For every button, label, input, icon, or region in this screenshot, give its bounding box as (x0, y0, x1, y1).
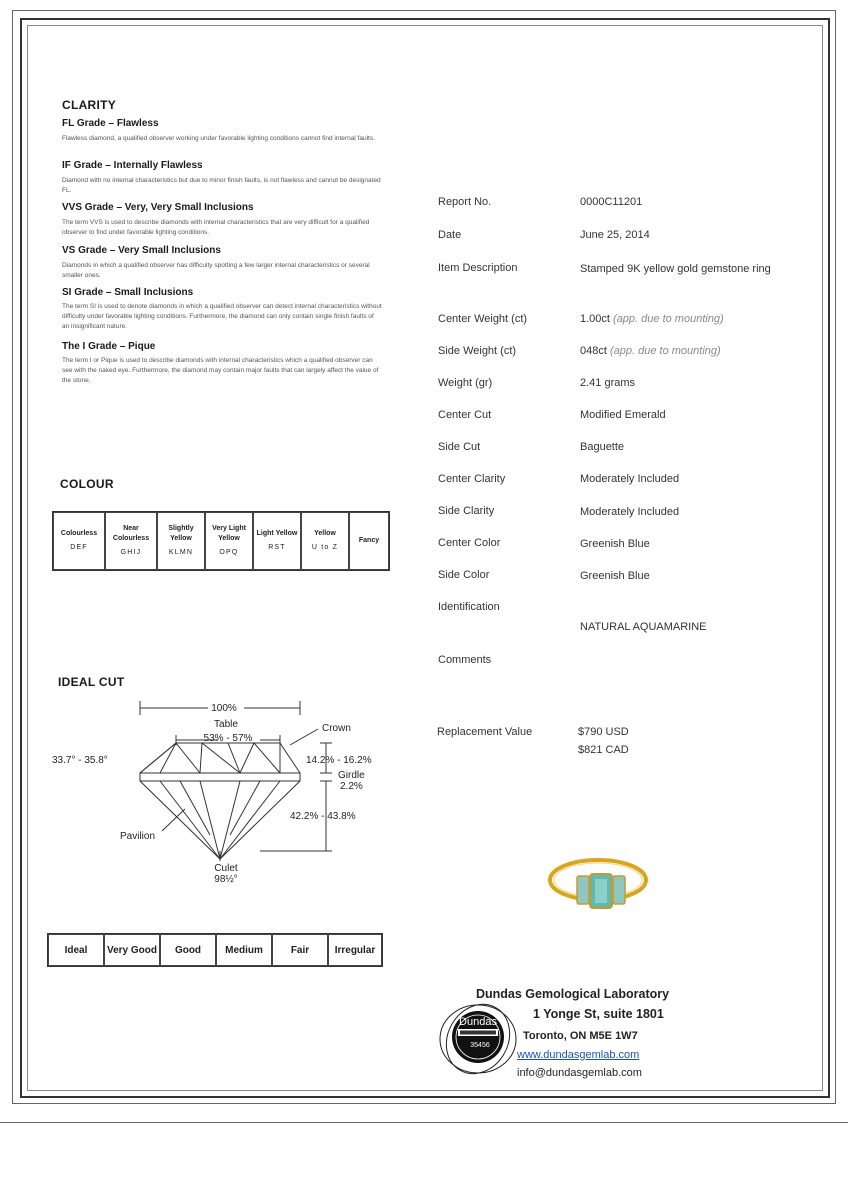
cut-crown-angle: 33.7° - 35.8° (52, 755, 108, 766)
grade-if-desc: Diamond with no internal characteristics but due to minor finish faults, is not flawless and cannot be designated FL. (62, 177, 381, 194)
diamond-cut-diagram (50, 695, 390, 885)
colour-cell-fancy: Fancy (349, 512, 389, 570)
grade-i-title: The I Grade – Pique (62, 341, 156, 352)
replacement-value-label: Replacement Value (437, 726, 533, 738)
item-description-value: Stamped 9K yellow gold gemstone ring (580, 263, 771, 275)
cut-pavilion-depth: 42.2% - 43.8% (290, 811, 356, 822)
cut-girdle-pct: 2.2% (340, 781, 363, 792)
lab-seal-logo (436, 995, 520, 1079)
center-cut-label: Center Cut (438, 409, 492, 421)
grade-fl-title: FL Grade – Flawless (62, 118, 159, 129)
side-weight-value: 048ct (app. due to mounting) (580, 345, 721, 357)
lab-website-link[interactable]: www.dundasgemlab.com (517, 1049, 640, 1061)
date-label: Date (438, 229, 462, 241)
cut-table-range: 53% - 57% (203, 733, 253, 744)
cut-culet-pct: 98½° (214, 874, 238, 885)
side-clarity-label: Side Clarity (438, 505, 495, 517)
seal-number: 35456 (470, 1042, 490, 1049)
cut-grade-fair: Fair (272, 934, 328, 966)
cut-grade-medium: Medium (216, 934, 272, 966)
grade-vs-desc: Diamonds in which a qualified observer has difficulty spotting a few larger internal characteristics or several smaller ones. (62, 262, 370, 279)
cut-grade-very-good: Very Good (104, 934, 160, 966)
comments-label: Comments (438, 654, 492, 666)
cut-crown-label: Crown (322, 723, 351, 734)
side-clarity-value: Moderately Included (580, 506, 680, 518)
cut-width-label: 100% (211, 703, 237, 714)
cut-crown-height: 14.2% - 16.2% (306, 755, 372, 766)
center-clarity-value: Moderately Included (580, 473, 680, 485)
grade-vs-title: VS Grade – Very Small Inclusions (62, 245, 221, 256)
lab-address-line2: Toronto, ON M5E 1W7 (523, 1030, 638, 1042)
grade-si-title: SI Grade – Small Inclusions (62, 287, 194, 298)
center-clarity-label: Center Clarity (438, 473, 506, 485)
bottom-rule (0, 1122, 848, 1123)
weight-value: 2.41 grams (580, 377, 636, 389)
colour-cell-near-colourless: Near Colourless GHIJ (105, 512, 157, 570)
center-weight-label: Center Weight (ct) (438, 313, 528, 325)
center-weight-note: (app. due to mounting) (613, 313, 724, 325)
grade-i-desc: The term I or Pique is used to describe diamonds with internal characteristics which a qualified observer can see with the naked eye. Furthermore, the diamond may contain major faults that can largely affect the value of the stone. (62, 357, 379, 384)
seal-text: Dundas (459, 1016, 497, 1028)
cut-grade-irregular: Irregular (328, 934, 382, 966)
colour-scale-table (52, 511, 390, 571)
grade-si-desc: The term SI is used to denote diamonds in which a qualified observer can detect internal characteristics without difficulty under favorable lighting conditions. Furthermore, the diamond can only contain single finish faults of an insignificant nature. (62, 303, 382, 330)
side-stone-right (613, 876, 625, 904)
side-cut-label: Side Cut (438, 441, 481, 453)
cut-culet-label: Culet (214, 863, 238, 874)
replacement-value-usd: $790 USD (578, 726, 629, 738)
side-weight-note: (app. due to mounting) (609, 345, 721, 357)
cut-grade-good: Good (160, 934, 216, 966)
colour-cell-very-light-yellow: Very Light Yellow OPQ (205, 512, 253, 570)
clarity-heading: CLARITY (62, 98, 117, 112)
center-color-label: Center Color (438, 537, 501, 549)
side-cut-value: Baguette (580, 441, 625, 453)
item-description-label: Item Description (438, 262, 518, 274)
ring-photo (540, 846, 660, 926)
ideal-cut-heading: IDEAL CUT (58, 675, 125, 689)
cut-table-label: Table (214, 719, 238, 730)
colour-cell-light-yellow: Light Yellow RST (253, 512, 301, 570)
lab-email[interactable]: info@dundasgemlab.com (517, 1067, 642, 1079)
center-color-value: Greenish Blue (580, 538, 650, 550)
date-value: June 25, 2014 (580, 229, 650, 241)
colour-heading: COLOUR (60, 477, 114, 491)
side-color-value: Greenish Blue (580, 570, 650, 582)
report-no-label: Report No. (438, 196, 492, 208)
lab-address-line1: 1 Yonge St, suite 1801 (533, 1007, 664, 1021)
side-color-label: Side Color (438, 569, 490, 581)
cut-diagram-labels (52, 703, 372, 885)
grade-if-title: IF Grade – Internally Flawless (62, 160, 203, 171)
side-stone-left (577, 876, 589, 904)
grade-vvs-desc: The term VVS is used to describe diamonds with internal characteristics that are very difficult for a qualified observer to find under favorable lighting conditions. (62, 219, 370, 236)
colour-cell-slightly-yellow: Slightly Yellow KLMN (157, 512, 205, 570)
grade-vvs-title: VVS Grade – Very, Very Small Inclusions (62, 202, 254, 213)
center-weight-value: 1.00ct (app. due to mounting) (580, 313, 724, 325)
side-weight-label: Side Weight (ct) (438, 345, 517, 357)
identification-label: Identification (438, 601, 500, 613)
identification-value: NATURAL AQUAMARINE (580, 621, 707, 633)
cut-girdle-label: Girdle (338, 770, 365, 781)
weight-label: Weight (gr) (438, 377, 493, 389)
colour-cell-colourless: Colourless DEF (53, 512, 105, 570)
cut-pavilion-label: Pavilion (120, 831, 156, 842)
lab-name: Dundas Gemological Laboratory (476, 987, 670, 1001)
cut-grade-scale-table (47, 933, 383, 967)
center-cut-value: Modified Emerald (580, 409, 666, 421)
grade-fl-desc: Flawless diamond, a qualified observer working under favorable lighting conditions cannot find internal faults. (62, 135, 375, 142)
colour-cell-yellow: Yellow U to Z (301, 512, 349, 570)
replacement-value-cad: $821 CAD (578, 744, 629, 756)
cut-grade-ideal: Ideal (48, 934, 104, 966)
report-no-value: 0000C11201 (580, 196, 643, 208)
